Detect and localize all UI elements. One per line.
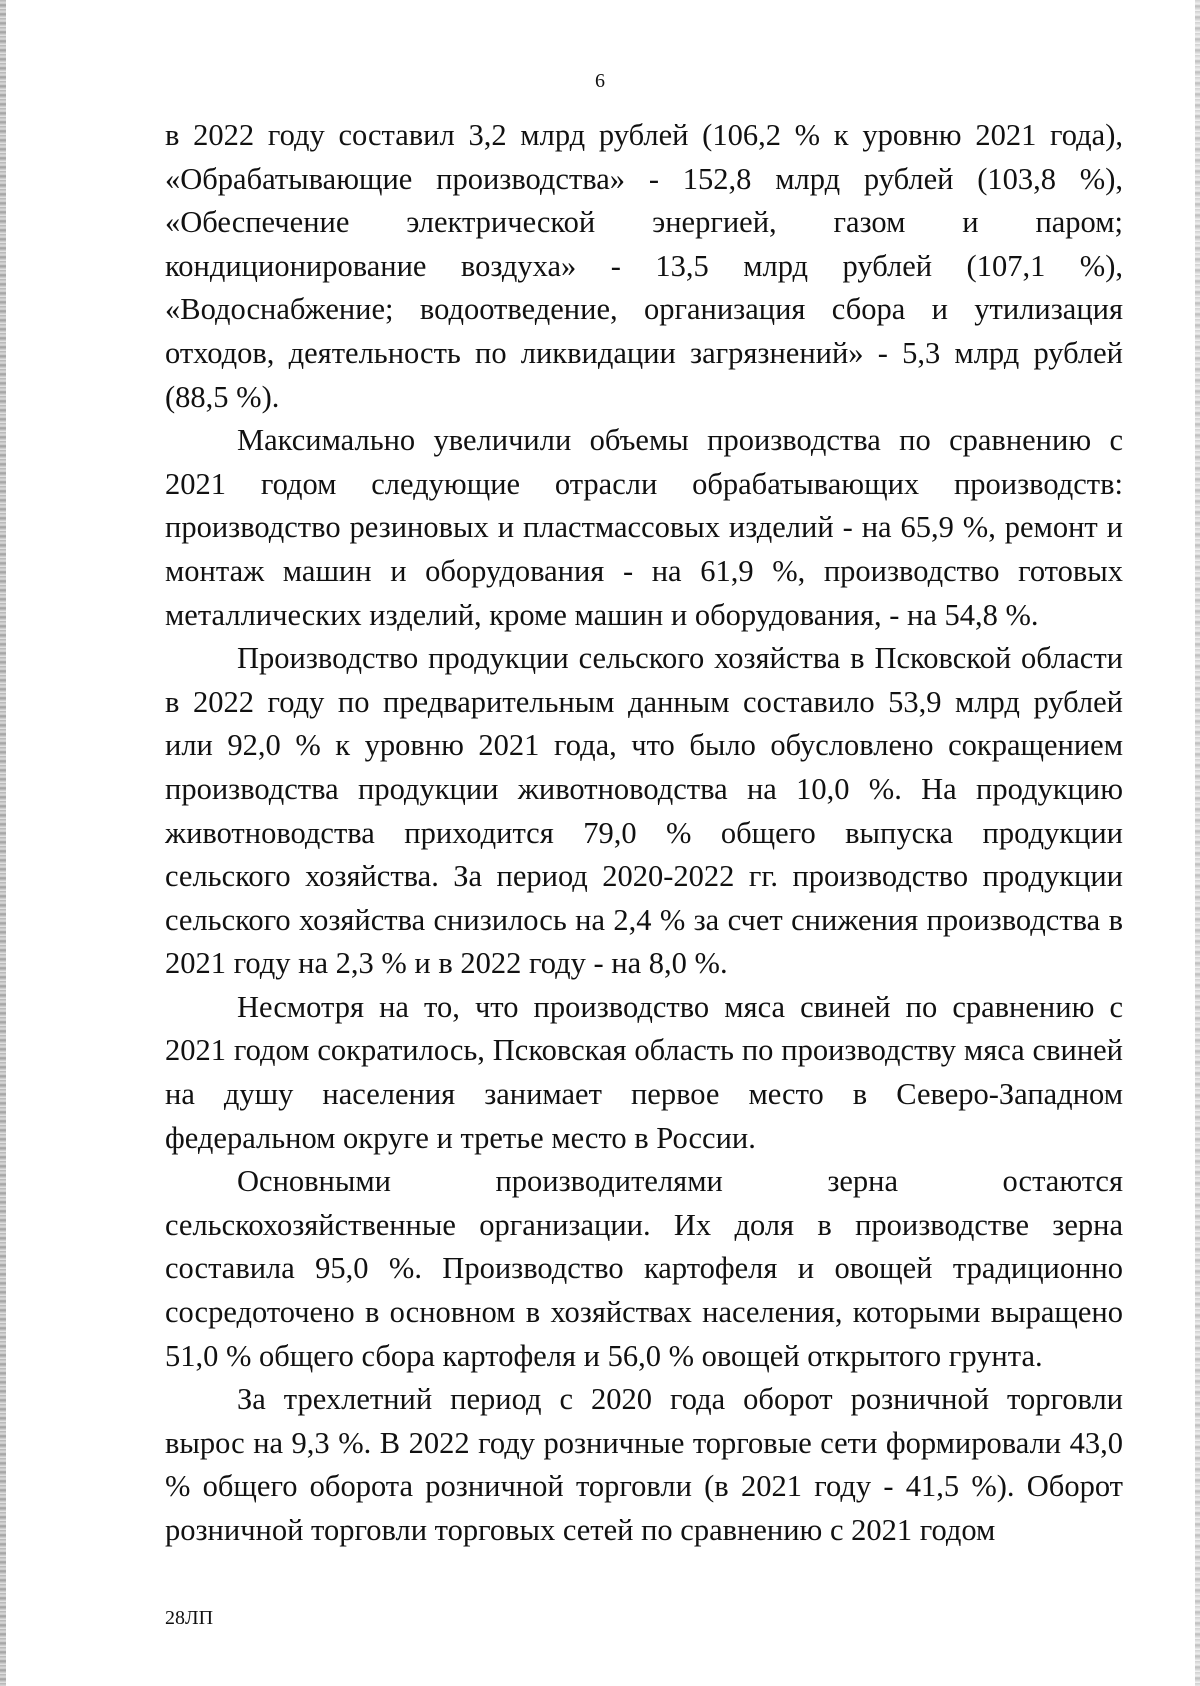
scan-edge-right xyxy=(1195,0,1200,1686)
paragraph: Производство продукции сельского хозяйства в Псковской области в 2022 году по предварительным данным составило 53,9 млрд рублей или 92,0 % к уровню 2021 года, что было обусловлено сокращением производства продукции животноводства на 10,0 %. На продукцию животноводства приходится 79,0 % общего выпуска продукции сельского хозяйства. За период 2020-2022 гг. производство продукции сельского хозяйства снизилось на 2,4 % за счет снижения производства в 2021 году на 2,3 % и в 2022 году - на 8,0 %. xyxy=(165,641,1123,981)
document-code: 28ЛП xyxy=(165,1607,214,1629)
paragraph: За трехлетний период с 2020 года оборот розничной торговли вырос на 9,3 %. В 2022 году розничные торговые сети формировали 43,0 % общего оборота розничной торговли (в 2021 году - 41,5 %). Оборот розничной торговли торговых сетей по сравнению с 2021 годом xyxy=(165,1382,1123,1547)
page-number: 6 xyxy=(595,70,605,92)
paragraph: Несмотря на то, что производство мяса свиней по сравнению с 2021 годом сократилось, Псковская область по производству мяса свиней на душу населения занимает первое место в Северо-Западном федеральном округе и третье место в России. xyxy=(165,989,1123,1155)
scan-edge-left xyxy=(0,0,6,1686)
paragraph: Максимально увеличили объемы производства по сравнению с 2021 годом следующие отрасли обрабатывающих производств: производство резиновых и пластмассовых изделий - на 65,9 %, ремонт и монтаж машин и оборудования - на 61,9 %, производство готовых металлических изделий, кроме машин и оборудования, - на 54,8 %. xyxy=(165,423,1123,632)
paragraph-continuation: в 2022 году составил 3,2 млрд рублей (106,2 % к уровню 2021 года), «Обрабатывающие производства» - 152,8 млрд рублей (103,8 %), «Обеспечение электрической энергией, газом и паром; кондиционирование воздуха» - 13,5 млрд рублей (107,1 %), «Водоснабжение; водоотведение, организация сбора и утилизация отходов, деятельность по ликвидации загрязнений» - 5,3 млрд рублей (88,5 %). xyxy=(165,118,1123,414)
paragraph: Основными производителями зерна остаются сельскохозяйственные организации. Их доля в производстве зерна составила 95,0 %. Производство картофеля и овощей традиционно сосредоточено в основном в хозяйствах населения, которыми выращено 51,0 % общего сбора картофеля и 56,0 % овощей открытого грунта. xyxy=(165,1164,1123,1373)
document-body xyxy=(165,114,1123,1553)
